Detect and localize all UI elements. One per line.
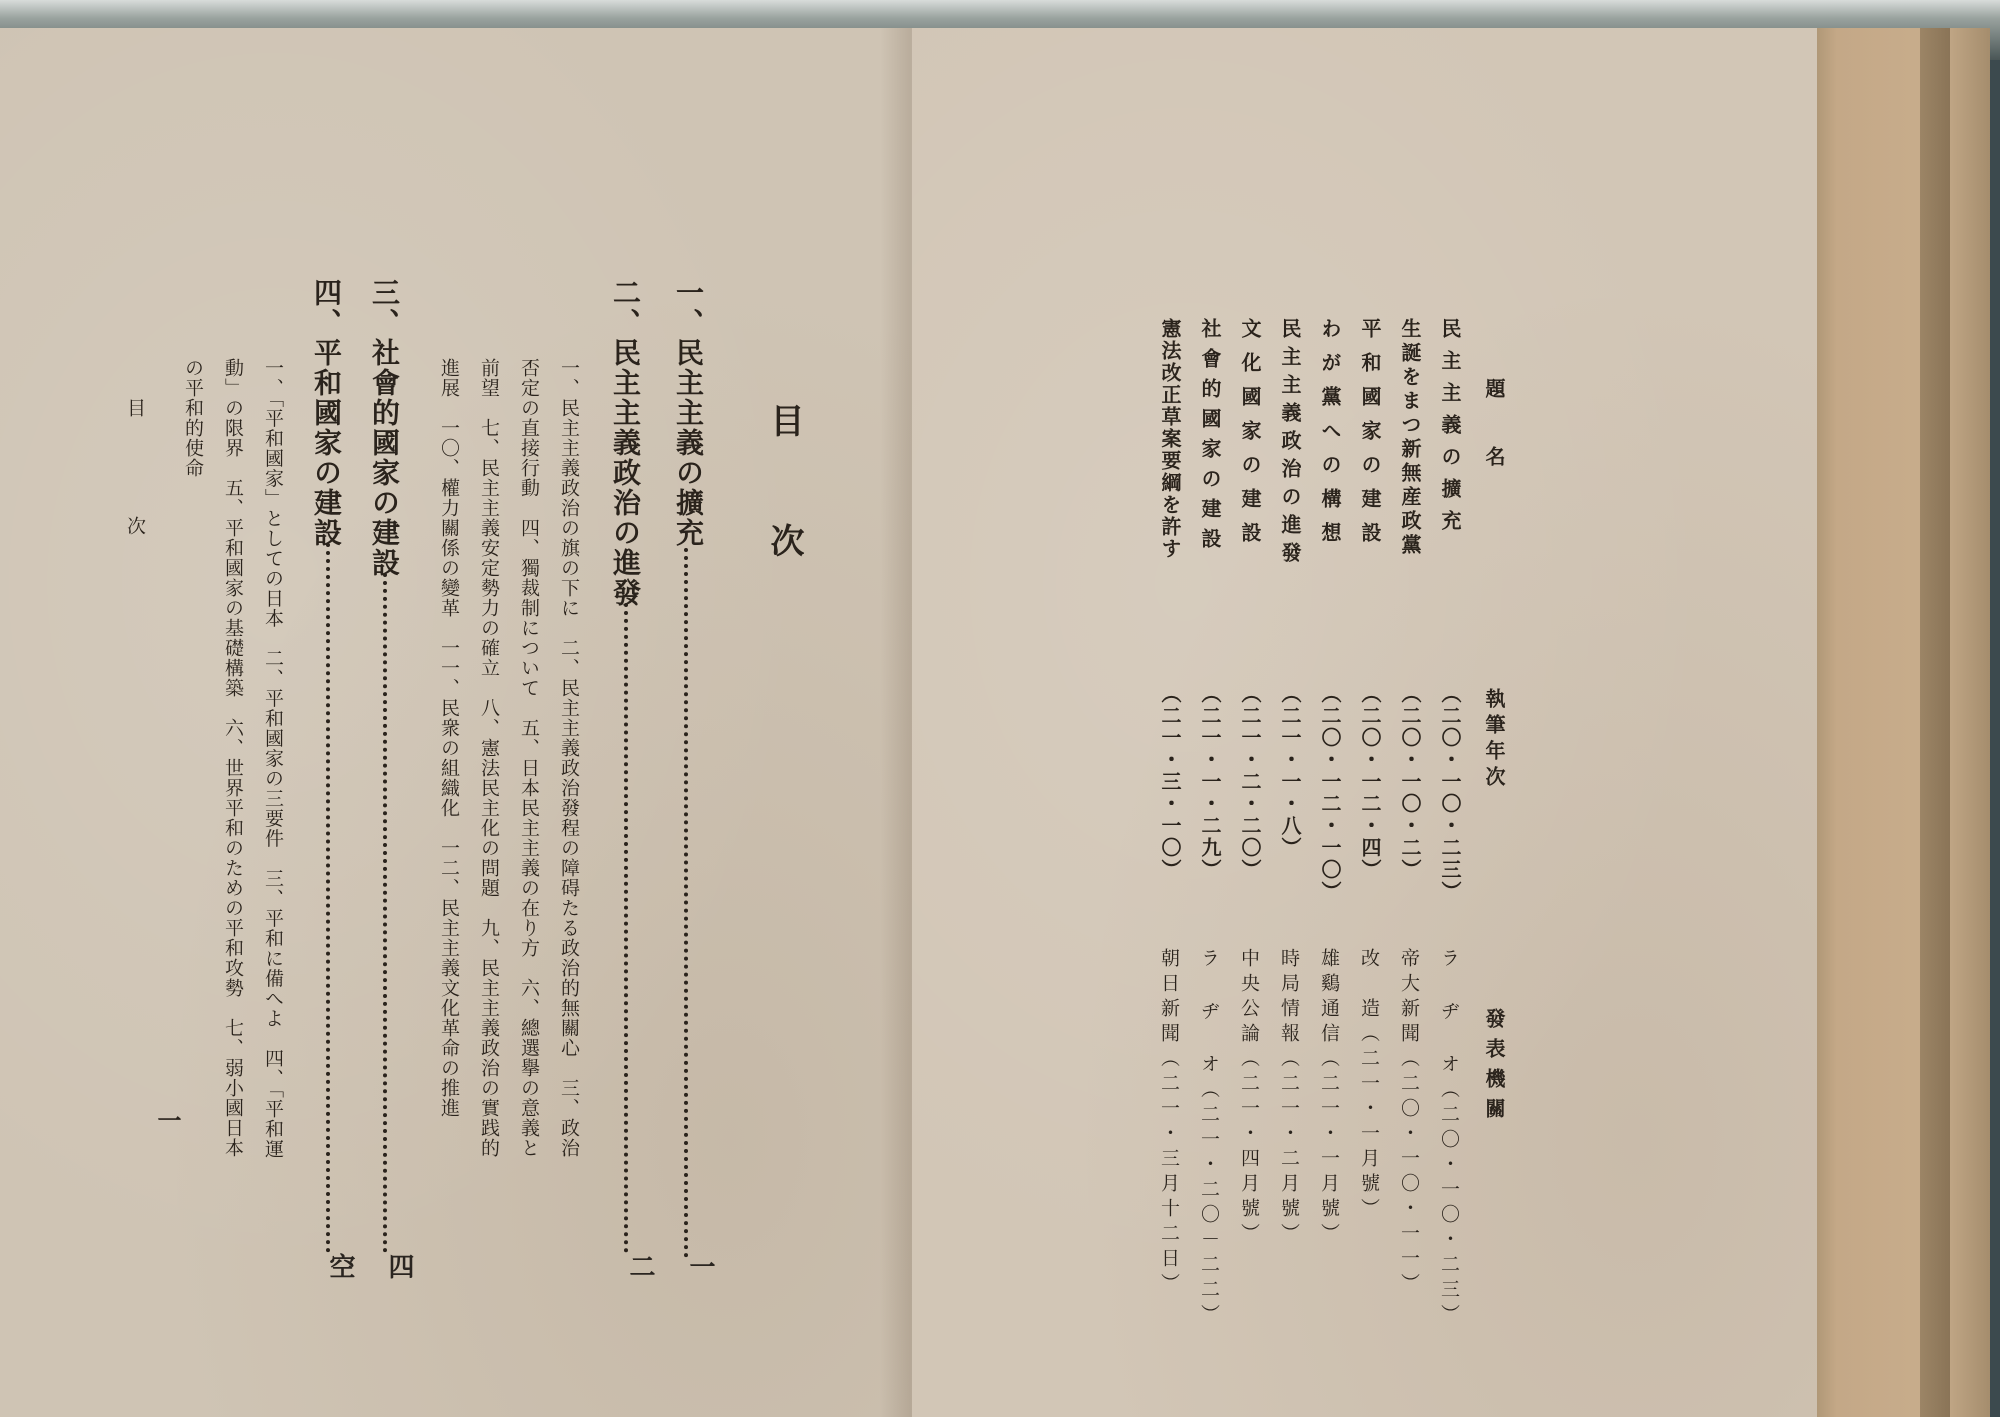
book-cover-board <box>1817 28 1990 1417</box>
header-year: 執筆年次 <box>1482 688 1506 792</box>
toc-page-number: 一 <box>153 1108 182 1132</box>
toc-page-4: 空 <box>325 1253 355 1279</box>
book-spread <box>0 28 1990 1417</box>
pub-row-8-date: （二一・三・一〇） <box>1158 683 1182 881</box>
pub-row-8-title: 憲法改正草案要綱を許す <box>1158 318 1182 560</box>
toc-leader-2 <box>624 603 628 1253</box>
pub-row-4-title: わが黨への構想 <box>1318 318 1342 556</box>
pub-row-1-title: 民主主義の擴充 <box>1438 318 1462 542</box>
toc-leader-4 <box>326 543 330 1253</box>
pub-row-5-title: 民主主義政治の進發 <box>1278 318 1302 570</box>
publication-list-page <box>912 28 1817 1417</box>
toc-sec2-line-1: 一、民主主義政治の旗の下に 二、民主主義政治發程の障碍たる政治的無關心 三、政治 <box>558 358 580 1158</box>
pub-row-4-date: （二〇・一二・一〇） <box>1318 683 1342 903</box>
toc-sec4-line-1: 一、「平和國家」としての日本 二、平和國家の三要件 三、平和に備へよ 四、「平和運 <box>262 358 284 1159</box>
toc-sec2-line-4: 進展 一〇、權力關係の變革 一一、民衆の組織化 一二、民主主義文化革命の推進 <box>438 358 460 1118</box>
pub-row-1-date: （二〇・一〇・二三） <box>1438 683 1462 903</box>
toc-section-4: 四、平和國家の建設 <box>310 278 343 548</box>
toc-sec4-line-2: 動」の限界 五、平和國家の基礎構築 六、世界平和のための平和攻勢 七、弱小國日本 <box>222 358 244 1158</box>
pub-row-3-title: 平和國家の建設 <box>1358 318 1382 556</box>
pub-row-7-date: （二一・一・二九） <box>1198 683 1222 881</box>
toc-leader-1 <box>684 548 688 1258</box>
pub-row-5-date: （二一・一・八） <box>1278 683 1302 859</box>
header-venue: 發表機關 <box>1482 1008 1506 1128</box>
pub-row-2-venue: 帝大新聞（二〇・一〇・一一） <box>1398 948 1420 1298</box>
toc-heading: 目 次 <box>764 403 804 583</box>
pub-row-6-title: 文化國家の建設 <box>1238 318 1262 556</box>
pub-row-1-venue: ラ ヂ オ（二〇・一〇・二三） <box>1438 948 1460 1329</box>
toc-page-1: 一 <box>685 1253 715 1279</box>
toc-sec2-line-3: 前望 七、民主主義安定勢力の確立 八、憲法民主化の問題 九、民主主義政治の實践的 <box>478 358 500 1158</box>
toc-section-1: 一、民主主義の擴充 <box>672 278 705 548</box>
pub-row-5-venue: 時局情報（二一・二月號） <box>1278 948 1300 1248</box>
pub-row-7-title: 社會的國家の建設 <box>1198 318 1222 558</box>
pub-row-6-venue: 中央公論（二一・四月號） <box>1238 948 1260 1248</box>
pub-row-8-venue: 朝日新聞（二一・三月十二日） <box>1158 948 1180 1298</box>
pub-row-2-date: （二〇・一〇・二） <box>1398 683 1422 881</box>
book-cover-edge <box>1920 28 1950 1417</box>
toc-sec2-line-2: 否定の直接行動 四、獨裁制について 五、日本民主主義の在り方 六、總選擧の意義と <box>518 358 540 1158</box>
toc-sec4-line-3: の平和的使命 <box>182 358 204 478</box>
pub-row-6-date: （二一・二・二〇） <box>1238 683 1262 881</box>
toc-page <box>0 28 914 1417</box>
show-through-text <box>820 258 855 282</box>
pub-row-2-title: 生誕をまつ新無産政黨 <box>1398 318 1422 558</box>
toc-page-2: 二 <box>625 1253 655 1279</box>
toc-page-3: 四 <box>384 1253 414 1279</box>
pub-row-7-venue: ラ ヂ オ（二一・二〇－二二） <box>1198 948 1220 1329</box>
toc-section-3: 三、社會的國家の建設 <box>368 278 401 578</box>
toc-leader-3 <box>383 573 387 1253</box>
pub-row-4-venue: 雄鷄通信（二一・一月號） <box>1318 948 1340 1248</box>
pub-row-3-date: （二〇・一二・四） <box>1358 683 1382 881</box>
header-title: 題 名 <box>1482 378 1506 480</box>
toc-section-2: 二、民主主義政治の進發 <box>609 278 642 608</box>
toc-running-footer: 目 次 <box>124 398 146 575</box>
pub-row-3-venue: 改 造（二一・一月號） <box>1358 948 1380 1223</box>
